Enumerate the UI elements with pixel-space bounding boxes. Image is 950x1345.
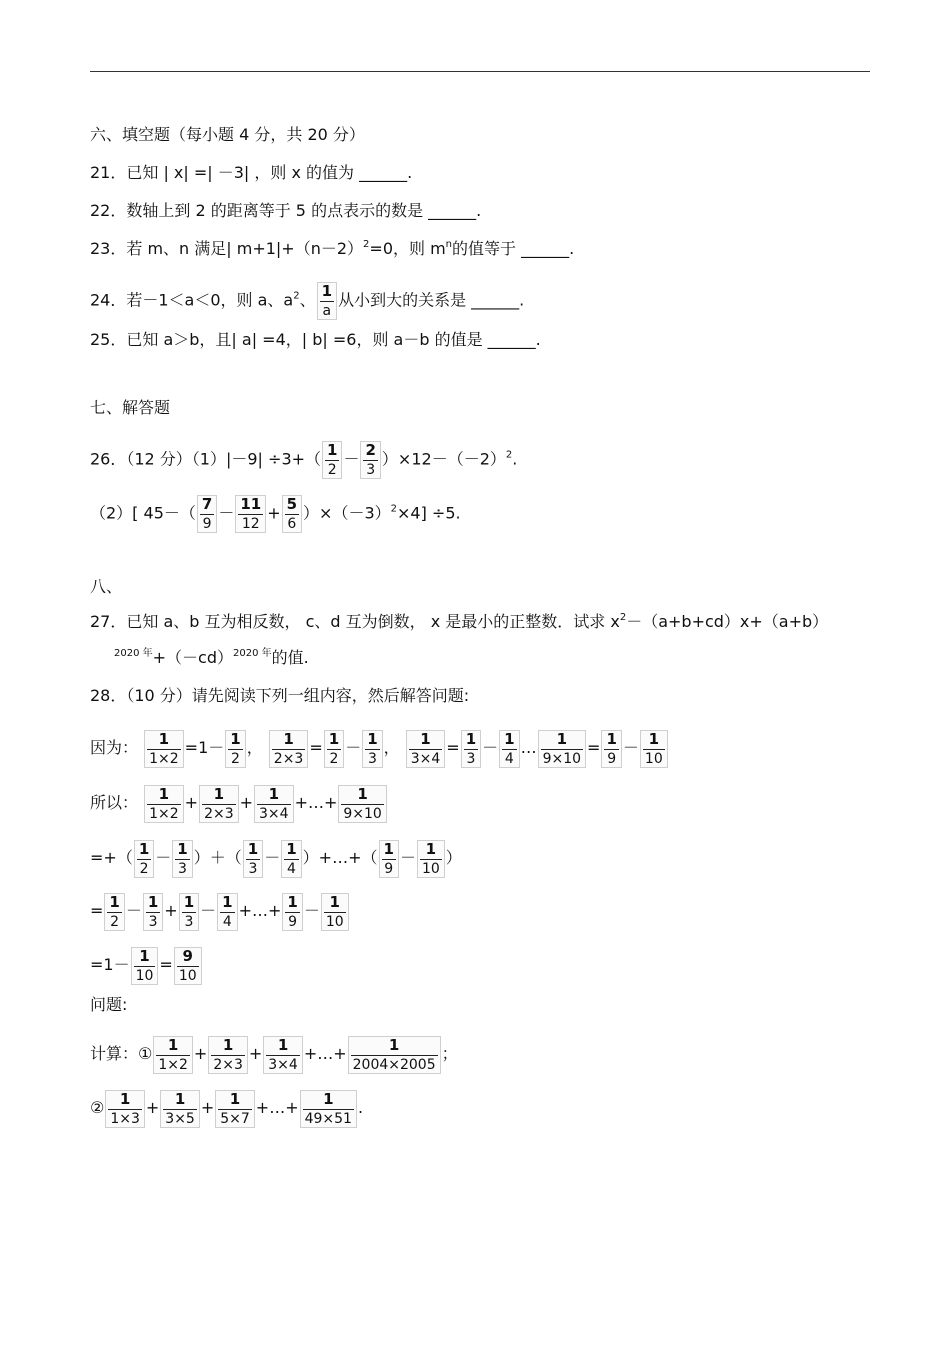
- question-28-heading: 28．（10 分）请先阅读下列一组内容，然后解答问题:: [90, 686, 470, 705]
- op: =: [159, 955, 173, 974]
- header-rule: [90, 71, 870, 72]
- denominator: 3: [365, 749, 379, 767]
- numerator: 1: [648, 729, 660, 748]
- fraction: [208, 1036, 248, 1074]
- fraction: [379, 840, 399, 878]
- q23-exp: 2: [363, 239, 370, 250]
- fraction: [144, 785, 184, 823]
- numerator: 1: [606, 729, 617, 748]
- compute-label: 计算：①: [90, 1044, 153, 1063]
- fraction: [225, 730, 245, 768]
- op: =1－: [90, 955, 130, 974]
- numerator: 1: [222, 1035, 234, 1054]
- ellipsis: +…+: [318, 848, 362, 867]
- compute-row-2: [90, 1088, 363, 1128]
- numerator: 1: [328, 729, 340, 748]
- op: +: [184, 793, 199, 812]
- step-row-1: [90, 838, 462, 878]
- fraction: [215, 1090, 255, 1128]
- op: =: [90, 901, 104, 920]
- question-25: 25．已知 a＞b，且| a| =4，| b| =6，则 a－b 的值是 ______.: [90, 330, 541, 349]
- fraction: [601, 730, 621, 768]
- q27-text-c: +（－cd）: [152, 648, 234, 667]
- q23-text-c: 的值等于 ______.: [452, 239, 575, 258]
- ellipsis: +…+: [238, 901, 282, 920]
- op: =: [587, 738, 601, 757]
- question-23: [90, 237, 574, 263]
- q26-text-a: 26．（12 分）（1）|－9| ÷3+（: [90, 449, 322, 469]
- denominator: 3: [246, 859, 260, 877]
- denominator: a: [320, 301, 334, 319]
- numerator: 1: [465, 729, 477, 748]
- fraction: [300, 1090, 357, 1128]
- numerator: 1: [277, 1035, 289, 1054]
- comma: ，: [246, 738, 263, 757]
- fraction: [131, 947, 159, 985]
- question-22: 22．数轴上到 2 的距离等于 5 的点表示的数是 ______.: [90, 201, 482, 220]
- numerator: 1: [147, 892, 159, 911]
- section-6-heading: 六、填空题（每小题 4 分，共 20 分）: [90, 125, 365, 144]
- denominator: 10: [644, 750, 663, 767]
- comma: ，: [383, 738, 400, 757]
- q24-text-c: 从小到大的关系是 ______.: [338, 290, 525, 310]
- fraction: [281, 840, 301, 878]
- numerator: 1: [174, 1089, 186, 1108]
- denominator: 10: [325, 913, 344, 930]
- denominator: 1×2: [149, 805, 179, 822]
- q27-exp-2020: 2020 年: [114, 648, 153, 659]
- numerator: 1: [425, 839, 437, 858]
- ellipsis: +…+: [294, 793, 338, 812]
- denominator: 12: [238, 514, 263, 532]
- denominator: 3: [182, 912, 196, 930]
- op: =: [309, 738, 323, 757]
- ellipsis: +…+: [255, 1098, 299, 1117]
- numerator: 9: [182, 946, 193, 965]
- denominator: 3×4: [410, 750, 441, 767]
- denominator: 3: [464, 749, 478, 767]
- numerator: 1: [177, 839, 188, 858]
- q27-exp: 2: [619, 612, 627, 623]
- numerator: 1: [183, 892, 195, 911]
- numerator: 1: [167, 1035, 179, 1054]
- op: －: [622, 738, 639, 757]
- denominator: 10: [178, 967, 197, 984]
- op: +: [200, 1098, 215, 1117]
- q23-text-a: 23．若 m、n 满足| m+1|+（n－2）: [90, 239, 364, 258]
- fraction: [324, 730, 344, 768]
- denominator: 4: [220, 912, 234, 930]
- fraction: [282, 495, 302, 533]
- step-row-2: [90, 891, 350, 931]
- item-marker: ②: [90, 1098, 105, 1117]
- op: －: [218, 503, 235, 523]
- fraction: [269, 730, 309, 768]
- numerator: 1: [158, 729, 170, 748]
- fraction: [243, 840, 263, 878]
- numerator: 2: [365, 441, 376, 459]
- numerator: 1: [119, 1089, 131, 1108]
- problem-label: 问题:: [90, 995, 128, 1014]
- op: －: [200, 901, 217, 920]
- question-26-1: [90, 441, 518, 478]
- op: ＋: [209, 848, 226, 867]
- numerator: 1: [247, 839, 259, 858]
- numerator: 1: [138, 839, 150, 858]
- op: +: [145, 1098, 160, 1117]
- op: －: [303, 901, 320, 920]
- op: +: [239, 793, 254, 812]
- denominator: 2×3: [213, 1056, 243, 1073]
- because-row: [90, 728, 669, 768]
- question-21: 21．已知 | x| =| －3| ，则 x 的值为 ______.: [90, 163, 413, 182]
- section-7-heading: 七、解答题: [90, 398, 171, 417]
- numerator: 1: [420, 729, 431, 748]
- numerator: 1: [213, 784, 225, 803]
- numerator: 1: [283, 729, 294, 748]
- so-label: 所以：: [90, 793, 139, 812]
- op: +: [164, 901, 178, 920]
- denominator: 9×10: [343, 805, 382, 822]
- paren: （: [116, 848, 133, 867]
- fraction: [640, 730, 668, 768]
- question-27-line2: [114, 646, 309, 672]
- numerator: 1: [222, 892, 233, 911]
- numerator: 1: [229, 1089, 241, 1108]
- denominator: 4: [284, 859, 298, 877]
- numerator: 1: [139, 946, 150, 965]
- denominator: 49×51: [304, 1110, 352, 1127]
- numerator: 1: [323, 1089, 334, 1108]
- op: －: [343, 449, 360, 469]
- fraction: [143, 893, 163, 931]
- op: －: [155, 848, 172, 867]
- fraction: [197, 495, 217, 533]
- numerator: 1: [504, 729, 515, 748]
- q24-text-b: 、: [299, 290, 316, 310]
- denominator: 9: [200, 514, 214, 532]
- fraction: [235, 495, 266, 533]
- fraction: [362, 730, 382, 768]
- denominator: 4: [502, 749, 516, 767]
- q26-end: .: [512, 449, 518, 469]
- fraction: [321, 893, 349, 931]
- fraction: [360, 441, 380, 479]
- q27-text-a: 27．已知 a、b 互为相反数， c、d 互为倒数， x 是最小的正整数．试求 x: [90, 612, 620, 631]
- q26-2-text-a: （2）[ 45－（: [90, 503, 196, 523]
- fraction: [348, 1036, 441, 1074]
- numerator: 11: [240, 495, 262, 513]
- numerator: 1: [268, 784, 279, 803]
- numerator: 1: [109, 892, 120, 911]
- numerator: 1: [286, 839, 297, 858]
- fraction: [217, 893, 237, 931]
- question-26-2: [90, 495, 461, 532]
- numerator: 1: [158, 784, 170, 803]
- denominator: 2: [327, 749, 341, 767]
- fraction: [174, 947, 202, 985]
- q23-exp-n: n: [445, 239, 453, 250]
- fraction: [499, 730, 519, 768]
- denominator: 2: [228, 749, 242, 767]
- fraction: [461, 730, 481, 768]
- op: －: [399, 848, 416, 867]
- op: －: [482, 738, 499, 757]
- numerator: 1: [388, 1035, 400, 1054]
- fraction: [179, 893, 199, 931]
- fraction: [104, 893, 124, 931]
- q26-2-exp: 2: [390, 503, 398, 515]
- fraction: [538, 730, 586, 768]
- denominator: 3×5: [165, 1110, 195, 1127]
- op: －: [345, 738, 362, 757]
- numerator: 1: [367, 729, 378, 748]
- paren: （: [361, 848, 378, 867]
- fraction: [172, 840, 192, 878]
- q24-fraction: [317, 282, 337, 320]
- so-row: [90, 783, 388, 823]
- paren: ）: [193, 848, 210, 867]
- numerator: 1: [321, 282, 333, 300]
- denominator: 9: [604, 749, 618, 767]
- text: =1－: [184, 738, 225, 757]
- denominator: 9: [382, 859, 396, 877]
- denominator: 1×2: [158, 1056, 188, 1073]
- fraction: [254, 785, 294, 823]
- fraction: [282, 893, 302, 931]
- denominator: 2: [107, 912, 121, 930]
- fraction: [134, 840, 154, 878]
- denominator: 5×7: [220, 1110, 250, 1127]
- q23-text-b: =0，则 m: [369, 239, 446, 258]
- numerator: 1: [230, 729, 241, 748]
- ellipsis: +…+: [303, 1044, 347, 1063]
- numerator: 1: [383, 839, 394, 858]
- denominator: 2×3: [273, 750, 304, 767]
- fraction: [153, 1036, 193, 1074]
- paren: （: [225, 848, 242, 867]
- q27-text-d: 的值.: [271, 648, 309, 667]
- denominator: 2004×2005: [352, 1056, 436, 1073]
- q24-exp: 2: [293, 290, 300, 302]
- q26-exp: 2: [505, 449, 513, 461]
- fraction: [338, 785, 386, 823]
- denominator: 3×4: [268, 1056, 298, 1073]
- fraction: [105, 1090, 145, 1128]
- q24-text-a: 24．若－1＜a＜0，则 a、a: [90, 290, 294, 310]
- fraction: [144, 730, 184, 768]
- denominator: 1×2: [149, 750, 179, 767]
- punct: ；: [441, 1044, 458, 1063]
- op: －: [264, 848, 281, 867]
- op: =+: [90, 848, 117, 867]
- fraction: [160, 1090, 200, 1128]
- denominator: 9: [285, 912, 299, 930]
- fraction: [199, 785, 239, 823]
- denominator: 2×3: [204, 805, 234, 822]
- op: +: [193, 1044, 208, 1063]
- denominator: 3: [175, 859, 189, 877]
- denominator: 10: [421, 860, 440, 877]
- question-24: [90, 282, 525, 319]
- op: =: [446, 738, 460, 757]
- denominator: 3×4: [259, 805, 289, 822]
- fraction: [322, 441, 342, 479]
- numerator: 1: [287, 892, 298, 911]
- compute-row-1: [90, 1034, 458, 1074]
- numerator: 7: [201, 495, 213, 513]
- paren: ）: [445, 848, 462, 867]
- q26-2-text-b: ）×（－3）: [303, 503, 391, 523]
- q26-text-b: ）×12－（－2）: [381, 449, 506, 469]
- section-8-heading: 八、: [90, 577, 123, 596]
- denominator: 3: [363, 460, 377, 478]
- paren: ）: [302, 848, 319, 867]
- op: －: [125, 901, 142, 920]
- denominator: 6: [285, 514, 299, 532]
- step-row-3: [90, 945, 203, 985]
- denominator: 3: [146, 912, 160, 930]
- op: +: [248, 1044, 263, 1063]
- numerator: 1: [329, 892, 340, 911]
- denominator: 1×3: [110, 1110, 140, 1127]
- question-27-line1: [90, 610, 828, 636]
- numerator: 1: [327, 441, 338, 459]
- punct: .: [357, 1098, 364, 1117]
- denominator: 10: [135, 967, 154, 984]
- q27-exp-2020-b: 2020 年: [233, 648, 272, 659]
- q26-2-text-c: ×4] ÷5.: [397, 503, 461, 523]
- fraction: [263, 1036, 303, 1074]
- numerator: 1: [357, 784, 368, 803]
- q27-text-b: －（a+b+cd）x+（a+b）: [626, 612, 829, 631]
- fraction: [406, 730, 446, 768]
- because-label: 因为：: [90, 738, 139, 757]
- denominator: 2: [325, 460, 339, 478]
- denominator: 9×10: [542, 750, 582, 767]
- ellipsis: …: [520, 738, 537, 757]
- numerator: 5: [286, 495, 298, 513]
- op: +: [267, 503, 281, 523]
- fraction: [417, 840, 445, 878]
- denominator: 2: [137, 859, 151, 877]
- numerator: 1: [556, 729, 568, 748]
